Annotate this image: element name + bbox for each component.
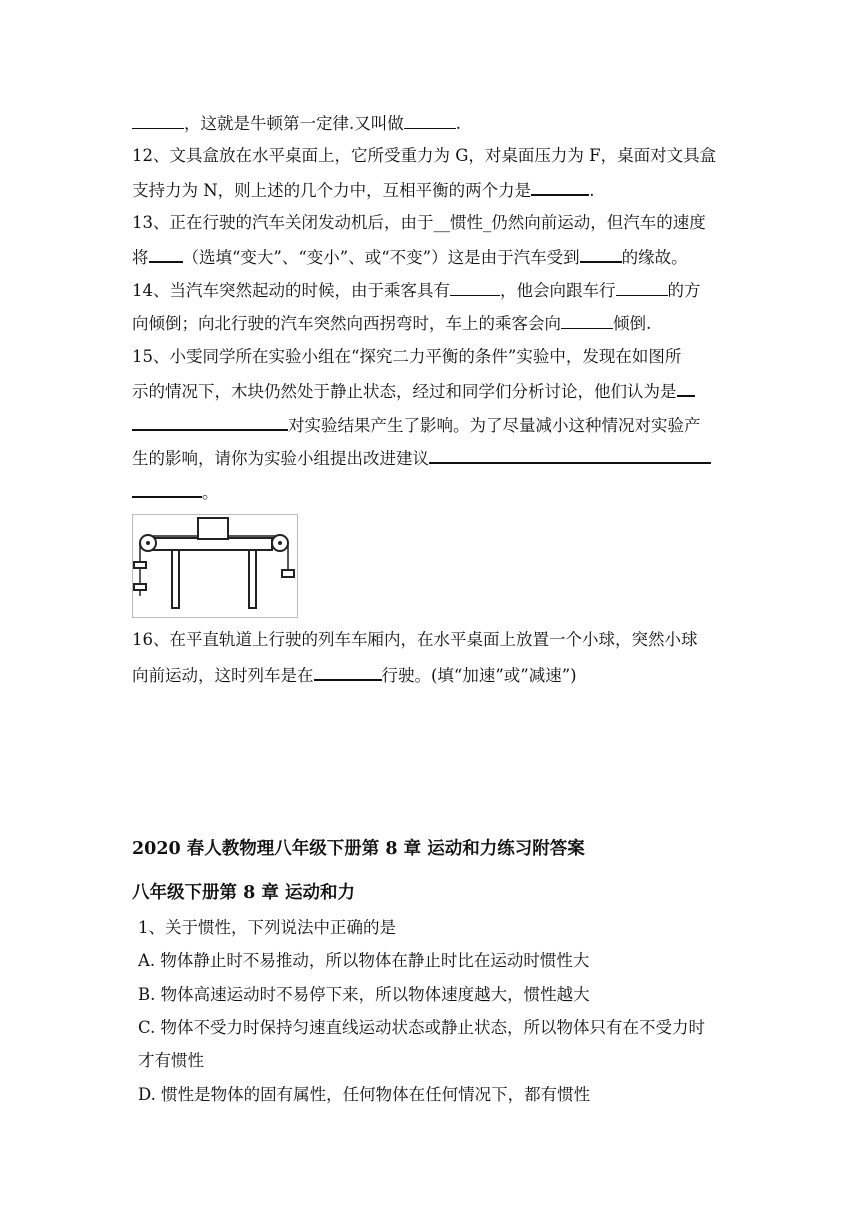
experiment-figure	[132, 514, 298, 618]
q13-line-1: 13、正在行驶的汽车关闭发动机后，由于__惯性_仍然向前运动，但汽车的速度	[132, 213, 706, 232]
q1-option-d: D. 惯性是物体的固有属性，任何物体在任何情况下，都有惯性	[138, 1085, 591, 1104]
answer-blank[interactable]	[149, 245, 183, 263]
q1-option-c-cont: 才有惯性	[138, 1051, 204, 1070]
q15-line-5: 。	[132, 480, 219, 504]
q1-option-a: A. 物体静止时不易推动，所以物体在静止时比在运动时惯性大	[138, 951, 590, 970]
q16-line-1: 16、在平直轨道上行驶的列车车厢内，在水平桌面上放置一个小球，突然小球	[132, 630, 698, 649]
q1-option-c: C. 物体不受力时保持匀速直线运动状态或静止状态，所以物体只有在不受力时	[138, 1018, 706, 1037]
table-leg-left	[172, 550, 179, 608]
answer-blank[interactable]	[561, 312, 613, 329]
answer-blank[interactable]	[314, 663, 382, 681]
weight-left-2	[134, 584, 146, 590]
q12-line-2: 支持力为 N，则上述的几个力中，互相平衡的两个力是 .	[132, 178, 594, 202]
section-subtitle: 八年级下册第 8 章 运动和力	[132, 883, 355, 903]
answer-blank[interactable]	[531, 178, 589, 196]
table-pulley-diagram	[132, 514, 298, 618]
answer-blank[interactable]	[450, 279, 500, 296]
weight-right	[282, 570, 294, 577]
answer-blank[interactable]	[580, 245, 622, 263]
wood-block	[198, 518, 228, 539]
q14-line-2: 向倾倒；向北行驶的汽车突然向西拐弯时，车上的乘客会向 倾倒.	[132, 314, 652, 333]
q16-line-2: 向前运动，这时列车是在 行驶。(填“加速”或”减速”)	[132, 663, 577, 687]
q15-line-3: 对实验结果产生了影响。为了尽量减小这种情况对实验产	[132, 413, 701, 437]
q15-line-4: 生的影响，请你为实验小组提出改进建议	[132, 446, 711, 470]
q12-line-1: 12、文具盒放在水平桌面上，它所受重力为 G，对桌面压力为 F，桌面对文具盒	[132, 146, 717, 165]
weight-left-1	[134, 562, 146, 568]
q15-line-1: 15、小雯同学所在实验小组在“探究二力平衡的条件”实验中，发现在如图所	[132, 347, 682, 366]
q1-stem: 1、关于惯性，下列说法中正确的是	[138, 918, 396, 937]
q1-option-b: B. 物体高速运动时不易停下来，所以物体速度越大，惯性越大	[138, 985, 590, 1004]
answer-blank[interactable]	[132, 112, 184, 129]
section-title: 2020 春人教物理八年级下册第 8 章 运动和力练习附答案	[132, 839, 585, 859]
table-leg-right	[249, 550, 256, 608]
answer-blank[interactable]	[132, 413, 288, 431]
q11-tail-line: ，这就是牛顿第一定律.又叫做 .	[132, 112, 461, 135]
answer-blank[interactable]	[132, 480, 202, 498]
answer-blank[interactable]	[404, 112, 456, 129]
answer-blank[interactable]	[677, 379, 695, 397]
answer-blank[interactable]	[429, 446, 711, 464]
answer-blank[interactable]	[616, 279, 668, 296]
q13-line-2: 将 （选填“变大”、“变小”、或“不变”）这是由于汽车受到 的缘故。	[132, 245, 688, 269]
q14-line-1: 14、当汽车突然起动的时候，由于乘客具有 ，他会向跟车行 的方	[132, 281, 701, 300]
q15-line-2: 示的情况下，木块仍然处于静止状态，经过和同学们分析讨论，他们认为是	[132, 379, 695, 403]
